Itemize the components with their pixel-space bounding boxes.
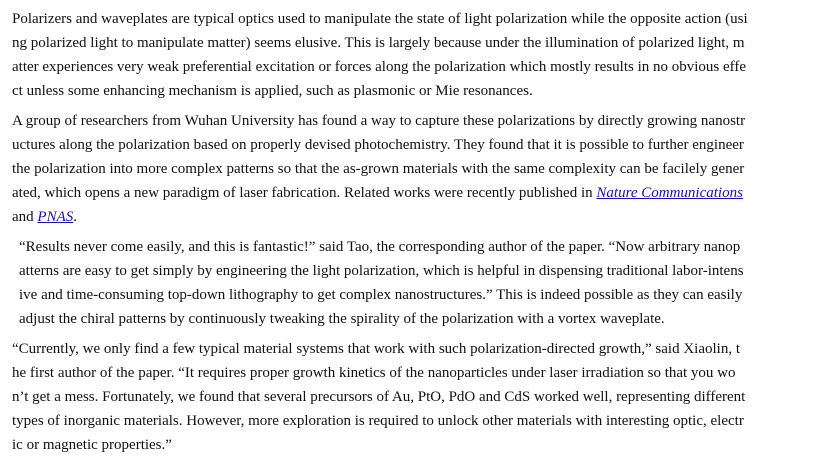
text-line: the polarization into more complex patterns so that the as-grown materials with the same complexity can be facilely gener [12, 161, 745, 177]
text-line: uctures along the polarization based on properly devised photochemistry. They found that it is possible to further engineer [12, 137, 744, 153]
text-line: A group of researchers from Wuhan University has found a way to capture these polarizations by directly growing nanostr [12, 113, 746, 129]
pnas-link[interactable]: PNAS [37, 209, 74, 225]
text-line: atter experiences very weak preferential excitation or forces along the polarization which mostly results in no obvious effe [12, 59, 747, 75]
text-line: n’t get a mess. Fortunately, we found that several precursors of Au, PtO, PdO and CdS worked well, representing different [12, 389, 746, 405]
text-segment: and [12, 209, 38, 225]
text-line: ct unless some enhancing mechanism is applied, such as plasmonic or Mie resonances. [12, 83, 533, 99]
text-segment: ated, which opens a new paradigm of laser fabrication. Related works were recently published in [12, 185, 597, 201]
text-line: atterns are easy to get simply by engineering the light polarization, which is helpful in dispensing traditional labor-intens [19, 263, 744, 279]
text-segment: . [73, 209, 78, 225]
nature-communications-link[interactable]: Nature Communications [596, 185, 743, 201]
text-line: types of inorganic materials. However, more exploration is required to unlock other materials with interesting optic, electr [12, 413, 744, 429]
text-line: Polarizers and waveplates are typical optics used to manipulate the state of light polarization while the opposite action (usi [12, 11, 748, 27]
text-line: “Currently, we only find a few typical material systems that work with such polarization-directed growth,” said Xiaolin, t [12, 341, 740, 357]
text-line: “Results never come easily, and this is fantastic!” said Tao, the corresponding author of the paper. “Now arbitrary nanop [19, 239, 741, 255]
text-line: he first author of the paper. “It requires proper growth kinetics of the nanoparticles under laser irradiation so that you wo [12, 365, 736, 381]
text-line: adjust the chiral patterns by continuously tweaking the spirality of the polarization with a vortex waveplate. [19, 311, 665, 327]
text-line: ng polarized light to manipulate matter) seems elusive. This is largely because under the illumination of polarized light, m [12, 35, 745, 51]
text-line [12, 181, 743, 205]
text-line [12, 205, 77, 229]
text-line: ic or magnetic properties.” [12, 437, 172, 453]
text-line: ive and time-consuming top-down lithography to get complex nanostructures.” This is indeed possible as they can easily [19, 287, 743, 303]
